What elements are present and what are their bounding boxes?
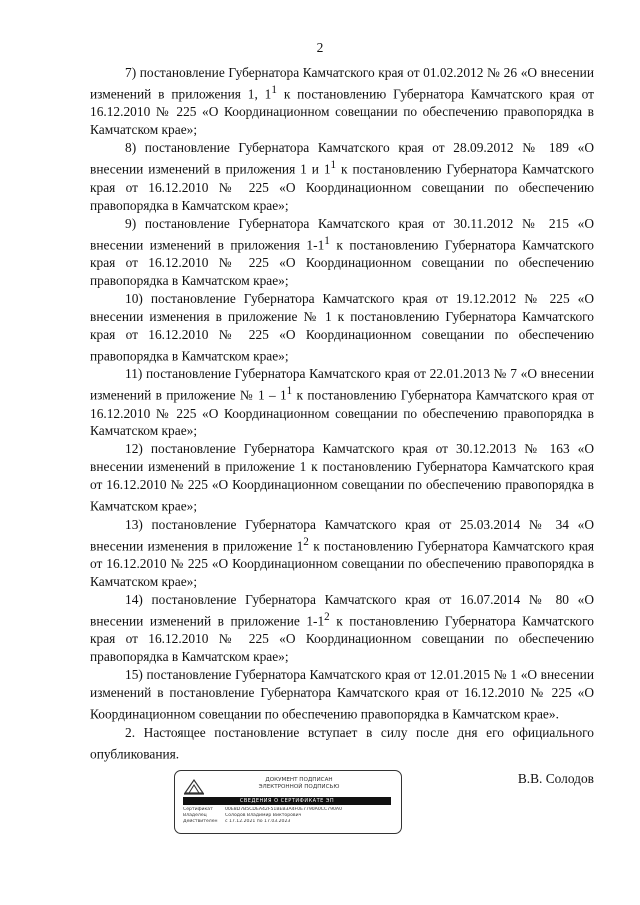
paragraph [90,591,594,666]
paragraph [90,290,594,365]
paragraph-text: 8) постановление Губернатора Камчатского края от 28.09.2012 № 189 «О внесении изменений в приложения 1 и 1 [90,140,594,177]
paragraph-text-cont: к постановлению Губернатора Камчатского края от 16.12.2010 № 225 «О Координационном совещании по обеспечению правопорядка в Камчатском крае»; [90,613,594,665]
paragraph [90,139,594,214]
paragraph-text-cont: к постановлению Губернатора Камчатского края от 16.12.2010 № 225 «О Координационном совещании по обеспечению правопорядка в Камчатском крае»; [90,387,594,439]
paragraph-text: 11) постановление Губернатора Камчатского края от 22.01.2013 № 7 «О внесении изменений в приложение № 1 – 1 [90,366,594,403]
paragraph [90,64,594,139]
paragraph-text-cont: к постановлению Губернатора Камчатского края от 16.12.2010 № 225 «О Координационном совещании по обеспечению правопорядка в Камчатском крае»; [90,538,595,590]
signer-name: В.В. Солодов [517,771,594,786]
stamp-row-key: Владелец [183,813,207,818]
stamp-details [183,807,393,825]
paragraph-text: 2. Настоящее постановление вступает в силу после дня его официального опубликования. [90,724,594,761]
stamp-row-value: с 17.12.2021 по 17.03.2023 [225,819,291,824]
stamp-row-value: 00E8D7B5CDEA42F51BEB3A4F0E7790A0CC790A0 [225,807,342,812]
stamp-title-line: ЭЛЕКТРОННОЙ ПОДПИСЬЮ [258,784,340,790]
paragraph-text-cont: к постановлению Губернатора Камчатского края от 16.12.2010 № 225 «О Координационном совещании по обеспечению правопорядка в Камчатском крае»; [90,236,594,288]
superscript: 2 [324,610,330,623]
stamp-header: СВЕДЕНИЯ О СЕРТИФИКАТЕ ЭП [183,797,391,805]
document-body [90,64,594,763]
superscript: 1 [286,385,293,398]
stamp-row-key: Действителен [183,819,218,824]
page-number: 2 [316,40,324,55]
paragraph-text-cont: к постановлению Губернатора Камчатского края от 16.12.2010 № 225 «О Координационном совещании по обеспечению правопорядка в Камчатском крае»; [90,161,594,213]
stamp-row-key: Сертификат [183,807,213,812]
paragraph [90,724,594,763]
paragraph-text: 9) постановление Губернатора Камчатского края от 30.11.2012 № 215 «О внесении изменений в приложения 1-1 [90,215,594,252]
coat-of-arms-icon [183,777,205,795]
paragraph-text: 7) постановление Губернатора Камчатского края от 01.02.2012 № 26 «О внесении изменений в приложения 1, 1 [90,65,594,102]
signature-block [90,770,594,850]
paragraph-text-cont: к постановлению Губернатора Камчатского края от 16.12.2010 № 225 «О Координационном совещании по обеспечению правопорядка в Камчатском крае»; [90,86,594,138]
paragraph-text: 13) постановление Губернатора Камчатского края от 25.03.2014 № 34 «О внесении изменения в приложение 1 [90,516,594,554]
superscript: 1 [271,83,277,96]
electronic-signature-stamp [174,770,402,834]
paragraph-text: 15) постановление Губернатора Камчатского края от 12.01.2015 № 1 «О внесении изменений в постановление Губернатора Камчатского края от 16.12.2010 № 225 «О Координационном совещании по обеспечению правопорядка в Камчатском крае». [90,667,594,722]
stamp-title-line: ДОКУМЕНТ ПОДПИСАН [265,777,333,783]
paragraph-text: 12) постановление Губернатора Камчатского края от 30.12.2013 № 163 «О внесении изменений в приложение 1 к постановлению Губернатора Камчатского края от 16.12.2010 № 225 «О Координационном совещании по обеспечению правопорядка в Камчатском крае»; [90,441,594,514]
paragraph [90,365,594,440]
superscript: 2 [303,535,309,548]
superscript: 1 [330,159,337,172]
stamp-row-value: Солодов Владимир Викторович [225,813,302,818]
paragraph [90,666,594,723]
paragraph [90,215,594,290]
paragraph [90,516,594,591]
superscript: 1 [324,234,330,247]
stamp-row [183,819,393,825]
stamp-title [209,777,389,791]
paragraph-text: 14) постановление Губернатора Камчатского края от 16.07.2014 № 80 «О внесении изменений в приложение 1-1 [90,591,594,629]
paragraph-text: 10) постановление Губернатора Камчатского края от 19.12.2012 № 225 «О внесении изменения в приложение № 1 к постановлению Губернатора Камчатского края от 16.12.2010 № 225 «О Координационном совещании по обеспечению правопорядка в Камчатском крае»; [90,290,594,364]
paragraph [90,440,594,515]
